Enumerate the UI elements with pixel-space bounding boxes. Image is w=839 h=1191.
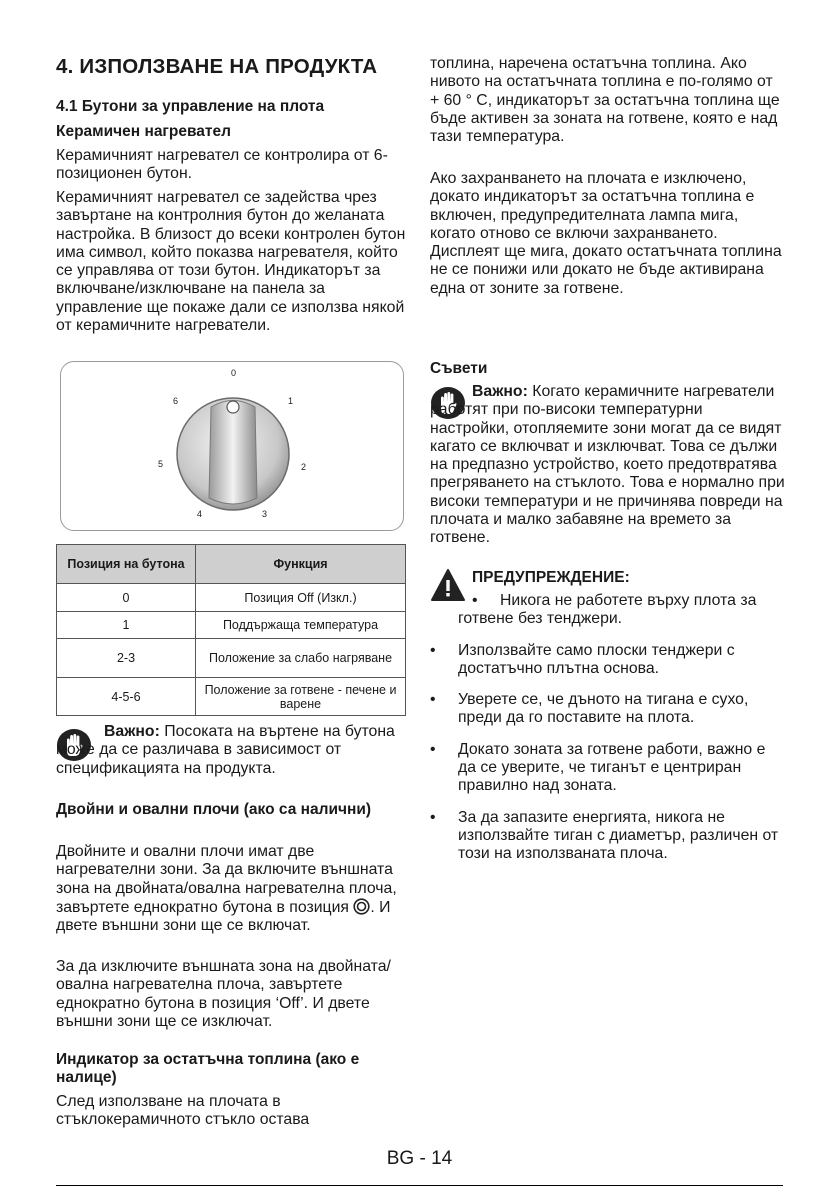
table-cell: Позиция Off (Изкл.)	[196, 584, 406, 612]
list-item	[430, 691, 785, 728]
bullet-text: За да запазите енергията, никога не използвайте тиган с диаметър, различен от този на използваната плоча.	[458, 808, 779, 863]
table-row	[57, 678, 406, 716]
dial-label-1: 1	[288, 396, 294, 406]
paragraph-power-off: Ако захранването на плочата е изключено, докато индикаторът за остатъчна топлина е включен, предупредителната лампа мига, когато отново се включи захранването. Дисплеят ще мига, докато остатъчната топлина не се понижи или докато не бъде активирана една от зоните за готвене.	[430, 170, 782, 297]
knob-handle	[209, 401, 257, 505]
dial-label-2: 2	[301, 462, 307, 472]
page-number: BG - 14	[386, 1148, 453, 1169]
bullet-text: Уверете се, че дъното на тигана е сухо, преди да го поставите на плота.	[458, 691, 749, 727]
important-note	[56, 723, 406, 778]
list-item	[430, 592, 785, 629]
list-item	[430, 642, 785, 679]
tip-text: Когато керамичните нагреватели работят при по-високи температурни настройки, отопляемите зони могат да се видят кагато се включват и изключват. Това се дължи на предпазно устройство, което предотвратява прегряването на стъклото. Това е нормално при високи температури и не причинява повреди на плочата и малко забавяне на времето за готвене.	[430, 383, 785, 547]
dual-on-text-b: . И двете външни зони ще се включат.	[56, 898, 391, 935]
table-cell: Положение за готвене - печене и варене	[196, 678, 406, 716]
bullet: •	[472, 592, 478, 609]
bullet: •	[430, 691, 436, 709]
dial-label-0: 0	[231, 368, 237, 378]
knob-illustration	[61, 362, 403, 530]
table-header-row	[57, 545, 406, 584]
list-item	[430, 809, 785, 864]
table-row	[57, 612, 406, 639]
bullet: •	[430, 808, 436, 826]
table-cell: Поддържаща температура	[196, 612, 406, 639]
paragraph-dual-off: За да изключите външната зона на двойната/овална нагревателна плоча, завъртете еднократно бутона в позиция ‘Off’. И двете външни зони ще се изключат.	[56, 958, 391, 1030]
table-row	[57, 639, 406, 678]
paragraph-residual-cont: топлина, наречена остатъчна топлина. Ако нивото на остатъчната топлина е по-голямо от + 60 ° C, индикаторът за остатъчна топлина ще бъде активен за зоната на готвене, която е над тази температура.	[430, 55, 780, 146]
table-cell: Положение за слабо нагряване	[196, 639, 406, 678]
warning-list	[430, 592, 785, 877]
subheading-dual-oval: Двойни и овални плочи (ако са налични)	[56, 801, 372, 818]
dial-label-4: 4	[197, 509, 203, 519]
dial-label-3: 3	[262, 509, 268, 519]
tip-important-note	[430, 383, 785, 548]
dual-zone-symbol-icon	[353, 898, 370, 915]
bullet-text: Използвайте само плоски тенджери с достатъчно плътна основа.	[458, 641, 735, 677]
table-header: Позиция на бутона	[57, 545, 196, 584]
footer-rule	[56, 1185, 783, 1186]
table-cell: 4-5-6	[57, 678, 196, 716]
bullet-text: Никога не работете върху плота за готвене без тенджери.	[458, 592, 757, 628]
list-item	[430, 741, 785, 796]
section-title: 4. ИЗПОЛЗВАНЕ НА ПРОДУКТА	[56, 55, 378, 78]
table-row	[57, 584, 406, 612]
bullet: •	[430, 740, 436, 758]
subheading-controls: 4.1 Бутони за управление на плота	[56, 98, 325, 115]
subheading-residual-heat: Индикатор за остатъчна топлина (ако е налице)	[56, 1051, 360, 1086]
table-cell: 0	[57, 584, 196, 612]
paragraph-dual-on	[56, 843, 406, 935]
table-cell: 1	[57, 612, 196, 639]
dual-on-text-a: Двойните и овални плочи имат две нагревателни зони. За да включите външната зона на двойната/овална нагревателна плоча, завъртете еднократно бутона в позиция	[56, 843, 397, 916]
table-cell: 2-3	[57, 639, 196, 678]
knob-indicator	[227, 401, 239, 413]
paragraph-ceramic-intro: Керамичният нагревател се контролира от 6-позиционен бутон.	[56, 147, 388, 183]
subheading-ceramic: Керамичен нагревател	[56, 123, 231, 140]
note-text: Посоката на въртене на бутона може да се различава в зависимост от спецификацията на продукта.	[56, 723, 395, 777]
dial-label-5: 5	[158, 459, 164, 469]
bullet: •	[430, 641, 436, 659]
warning-title: ПРЕДУПРЕЖДЕНИЕ:	[472, 569, 630, 586]
knob-function-table	[56, 544, 406, 716]
tip-label: Важно:	[472, 383, 528, 400]
paragraph-ceramic-operation: Керамичният нагревател се задейства чрез завъртане на контролния бутон до желаната настройка. В близост до всеки контролен бутон има символ, който показва нагревателя, който се управлява от този бутон. Индикаторът за включване/изключване на панела за управление ще покаже дали се използва някой от керамичните нагреватели.	[56, 189, 406, 335]
note-label: Важно:	[104, 723, 160, 740]
control-knob-diagram	[60, 361, 404, 531]
subheading-tips: Съвети	[430, 360, 488, 377]
paragraph-residual-heat: След използване на плочата в стъклокерамичното стъкло остава	[56, 1093, 310, 1129]
dial-label-6: 6	[173, 396, 179, 406]
bullet-text: Докато зоната за готвене работи, важно е да се уверите, че тиганът е центриран правилно над зоната.	[458, 740, 766, 795]
table-header: Функция	[196, 545, 406, 584]
